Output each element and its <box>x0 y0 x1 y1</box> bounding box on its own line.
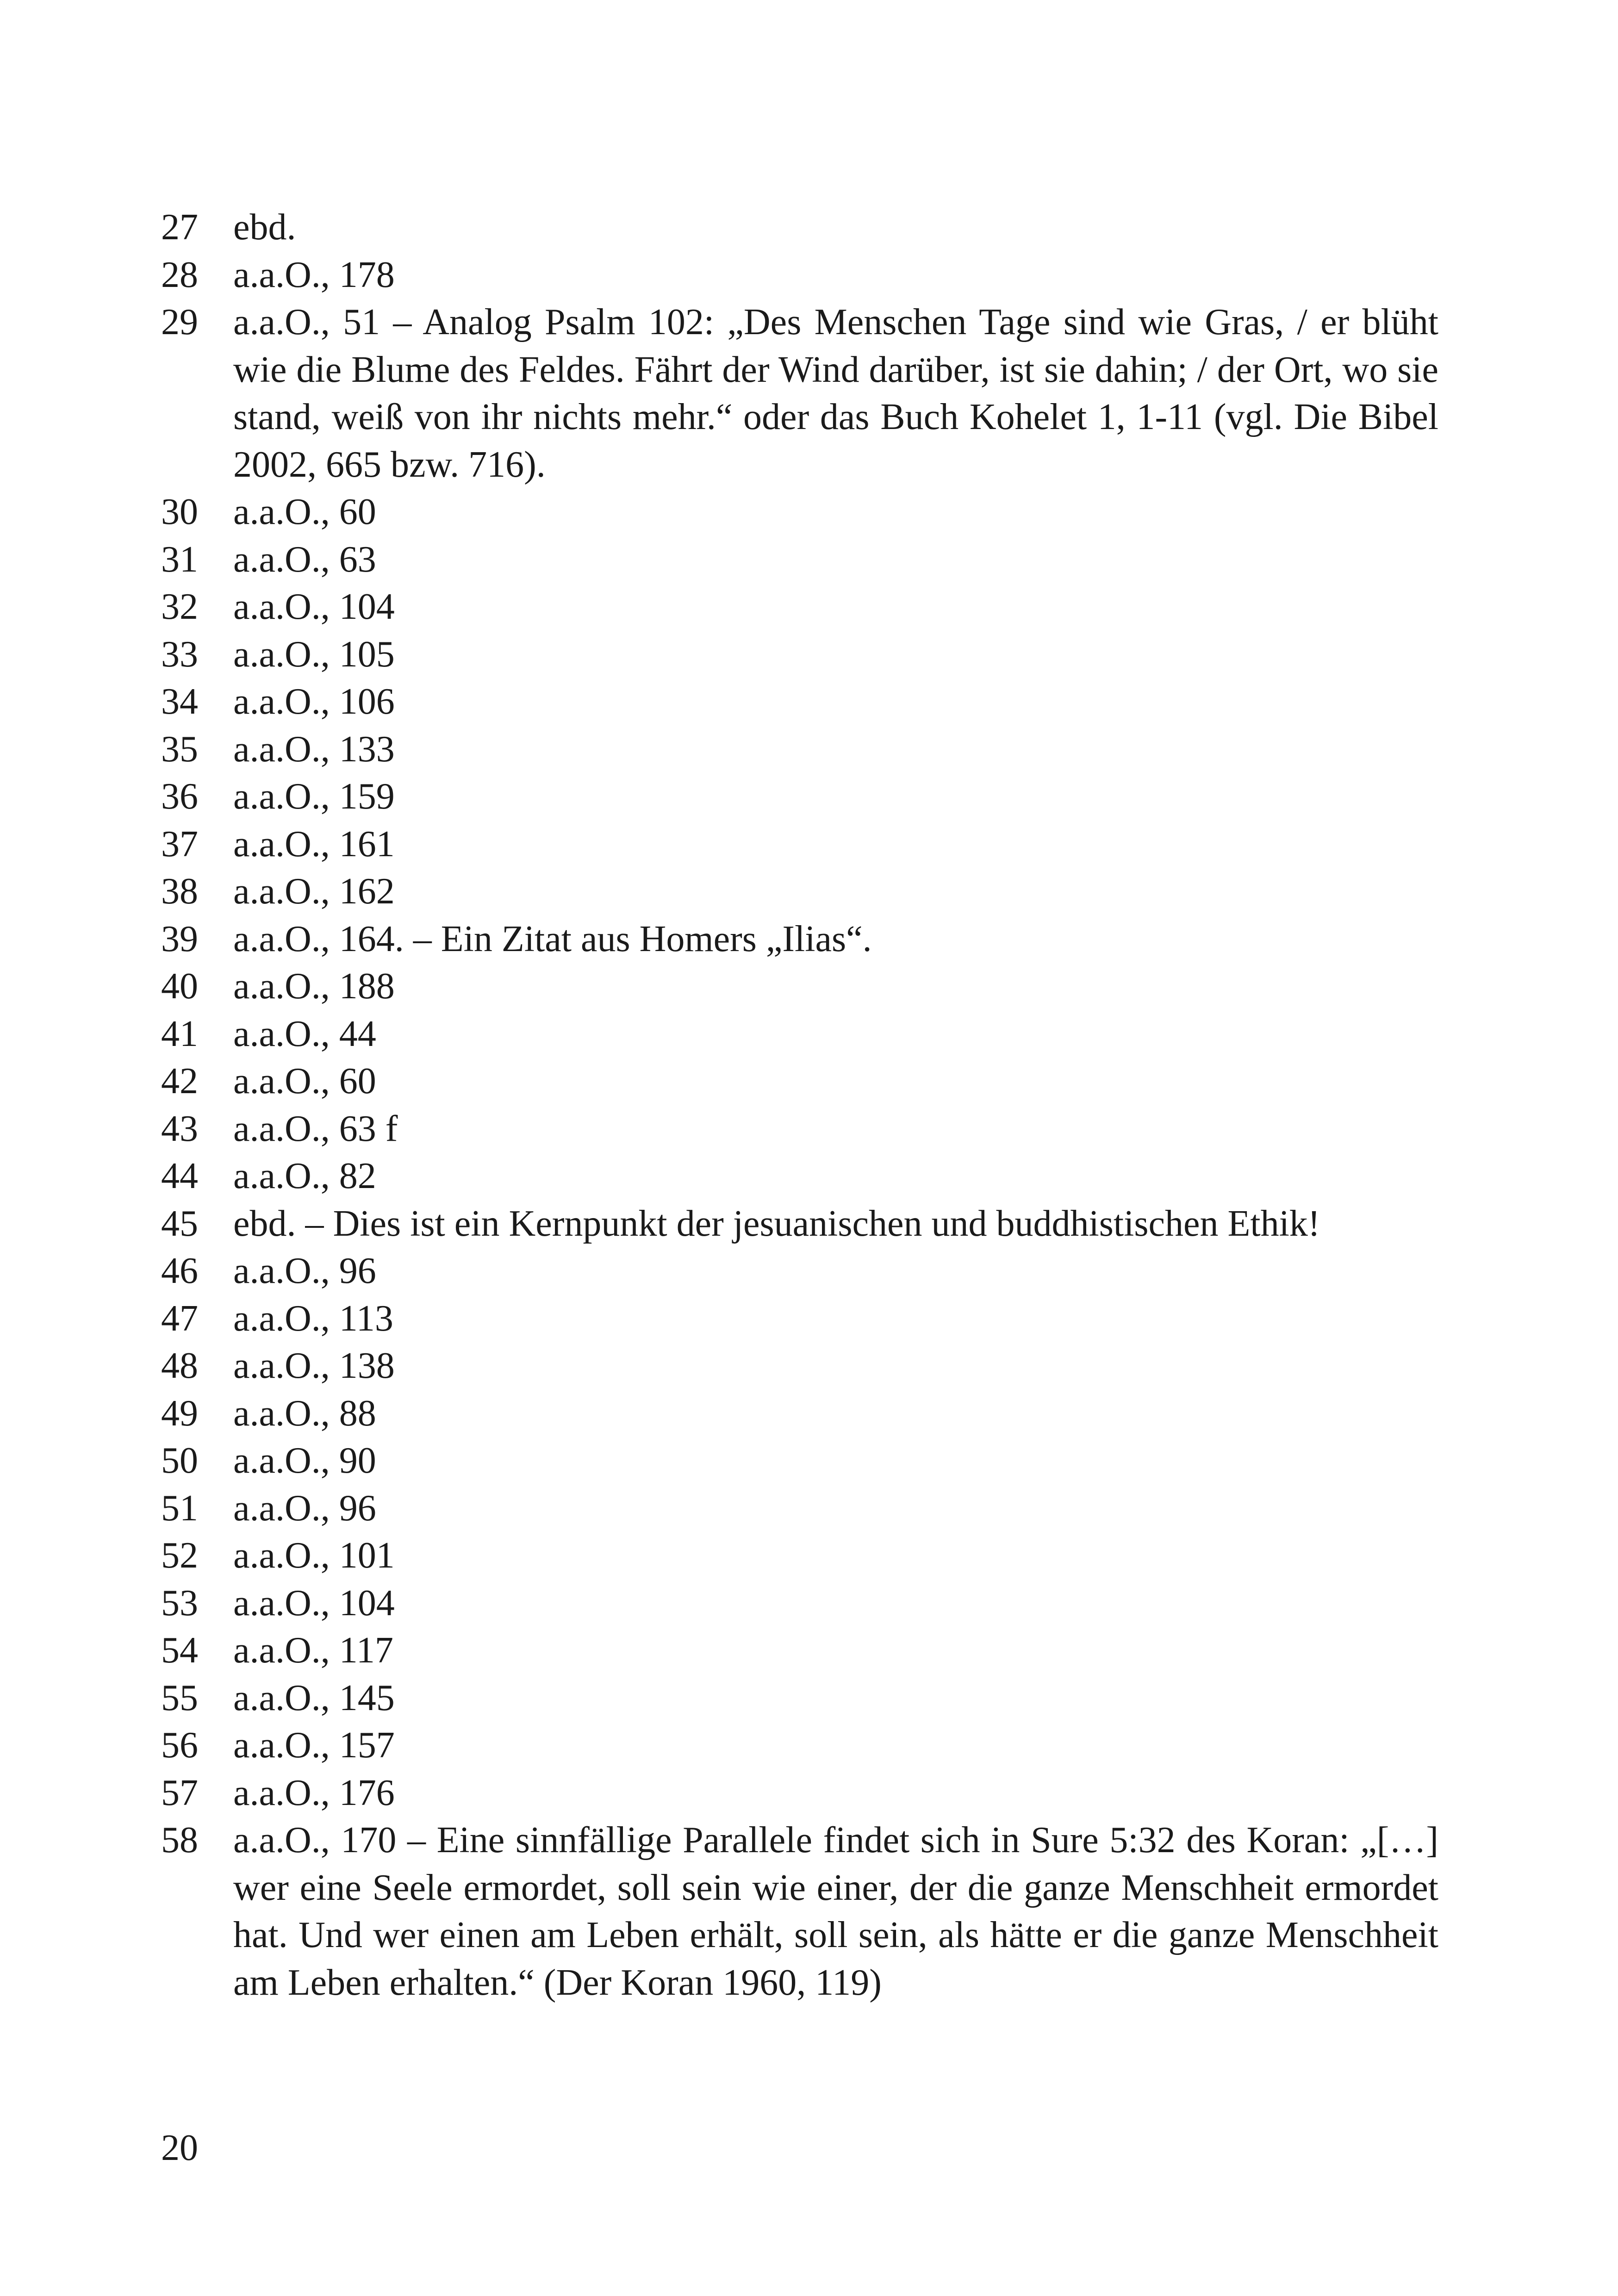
footnote-number: 31 <box>161 539 198 580</box>
footnote-number: 35 <box>161 728 198 770</box>
footnote-52 <box>161 1532 1438 1580</box>
footnote-32 <box>161 583 1438 631</box>
footnote-text: a.a.O., 145 <box>233 1677 395 1718</box>
footnote-number: 42 <box>161 1061 198 1101</box>
footnote-text: a.a.O., 164. – Ein Zitat aus Homers „Ilias“. <box>233 918 872 959</box>
footnote-text: a.a.O., 157 <box>233 1725 395 1766</box>
footnote-text: a.a.O., 96 <box>233 1251 376 1291</box>
footnote-35 <box>161 726 1438 773</box>
footnote-text: a.a.O., 159 <box>233 776 395 817</box>
footnote-text: a.a.O., 105 <box>233 634 395 675</box>
footnote-33 <box>161 631 1438 678</box>
footnote-56 <box>161 1722 1438 1769</box>
footnote-number: 33 <box>161 634 198 675</box>
footnote-number: 55 <box>161 1677 198 1718</box>
footnote-53 <box>161 1580 1438 1627</box>
footnote-46 <box>161 1247 1438 1295</box>
footnote-42 <box>161 1058 1438 1105</box>
footnote-number: 39 <box>161 918 198 959</box>
footnote-40 <box>161 963 1438 1010</box>
footnote-number: 37 <box>161 823 198 865</box>
footnote-number: 40 <box>161 966 198 1007</box>
footnote-text: a.a.O., 113 <box>233 1298 393 1339</box>
footnote-54 <box>161 1627 1438 1674</box>
footnote-text: ebd. – Dies ist ein Kernpunkt der jesuanischen und buddhistischen Ethik! <box>233 1203 1320 1244</box>
footnote-49 <box>161 1390 1438 1437</box>
footnote-text: a.a.O., 51 – Analog Psalm 102: „Des Menschen Tage sind wie Gras, / er blüht wie die Blume des Feldes. Fährt der Wind darüber, ist sie dahin; / der Ort, wo sie stand, weiß von ihr nichts mehr.“ oder das Buch Kohelet 1, 1-11 (vgl. Die Bibel 2002, 665 bzw. 716). <box>233 302 1438 485</box>
footnote-text: a.a.O., 138 <box>233 1345 395 1386</box>
footnote-number: 49 <box>161 1393 198 1434</box>
footnote-text: a.a.O., 161 <box>233 823 395 865</box>
footnote-text: a.a.O., 106 <box>233 681 395 722</box>
footnote-text: a.a.O., 90 <box>233 1440 376 1481</box>
footnote-number: 43 <box>161 1108 198 1149</box>
footnote-51 <box>161 1485 1438 1532</box>
footnote-number: 57 <box>161 1772 198 1813</box>
footnote-31 <box>161 536 1438 584</box>
footnote-text: a.a.O., 101 <box>233 1535 395 1576</box>
footnote-text: ebd. <box>233 207 296 248</box>
footnote-number: 44 <box>161 1156 198 1196</box>
footnote-38 <box>161 868 1438 915</box>
footnote-number: 54 <box>161 1630 198 1671</box>
footnote-30 <box>161 488 1438 536</box>
footnote-number: 29 <box>161 302 198 342</box>
footnote-58 <box>161 1817 1438 2006</box>
footnote-text: a.a.O., 44 <box>233 1013 376 1054</box>
footnote-number: 28 <box>161 254 198 295</box>
footnote-number: 32 <box>161 586 198 627</box>
footnote-number: 45 <box>161 1203 198 1244</box>
footnote-text: a.a.O., 96 <box>233 1487 376 1529</box>
footnote-text: a.a.O., 176 <box>233 1772 395 1813</box>
footnote-45 <box>161 1200 1438 1248</box>
footnote-number: 41 <box>161 1013 198 1054</box>
footnote-number: 56 <box>161 1725 198 1766</box>
footnote-number: 52 <box>161 1535 198 1576</box>
footnote-number: 50 <box>161 1440 198 1481</box>
footnote-number: 48 <box>161 1345 198 1386</box>
page-number: 20 <box>161 2128 198 2168</box>
footnote-text: a.a.O., 170 – Eine sinnfällige Parallele findet sich in Sure 5:32 des Koran: „[…] wer eine Seele ermordet, soll sein wie einer, der die ganze Menschheit ermordet hat. Und wer einen am Leben erhält, soll sein, als hätte er die ganze Menschheit am Leben erhalten.“ (Der Koran 1960, 119) <box>233 1820 1438 2003</box>
footnote-text: a.a.O., 188 <box>233 966 395 1007</box>
footnote-43 <box>161 1105 1438 1153</box>
footnote-text: a.a.O., 133 <box>233 728 395 770</box>
footnote-28 <box>161 251 1438 299</box>
footnote-text: a.a.O., 162 <box>233 871 395 912</box>
footnote-text: a.a.O., 63 <box>233 539 376 580</box>
footnote-text: a.a.O., 60 <box>233 492 376 532</box>
footnote-list <box>161 204 1438 2006</box>
footnote-number: 36 <box>161 776 198 817</box>
footnote-text: a.a.O., 88 <box>233 1393 376 1434</box>
footnote-29 <box>161 299 1438 488</box>
footnote-number: 58 <box>161 1820 198 1860</box>
footnote-39 <box>161 915 1438 963</box>
footnote-50 <box>161 1437 1438 1485</box>
footnote-44 <box>161 1152 1438 1200</box>
footnote-55 <box>161 1674 1438 1722</box>
footnote-text: a.a.O., 178 <box>233 254 395 295</box>
footnote-number: 46 <box>161 1251 198 1291</box>
footnote-34 <box>161 678 1438 726</box>
footnote-number: 53 <box>161 1582 198 1624</box>
footnote-text: a.a.O., 104 <box>233 1582 395 1624</box>
footnote-number: 27 <box>161 207 198 248</box>
footnote-37 <box>161 821 1438 868</box>
footnote-27 <box>161 204 1438 251</box>
footnote-number: 47 <box>161 1298 198 1339</box>
footnote-text: a.a.O., 117 <box>233 1630 393 1671</box>
footnote-47 <box>161 1295 1438 1343</box>
footnote-48 <box>161 1342 1438 1390</box>
footnote-36 <box>161 773 1438 821</box>
footnote-number: 30 <box>161 492 198 532</box>
footnote-41 <box>161 1010 1438 1058</box>
footnote-number: 38 <box>161 871 198 912</box>
footnote-text: a.a.O., 60 <box>233 1061 376 1101</box>
footnote-text: a.a.O., 104 <box>233 586 395 627</box>
footnote-number: 34 <box>161 681 198 722</box>
footnote-number: 51 <box>161 1487 198 1529</box>
footnote-57 <box>161 1769 1438 1817</box>
footnote-text: a.a.O., 82 <box>233 1156 376 1196</box>
footnote-text: a.a.O., 63 f <box>233 1108 398 1149</box>
